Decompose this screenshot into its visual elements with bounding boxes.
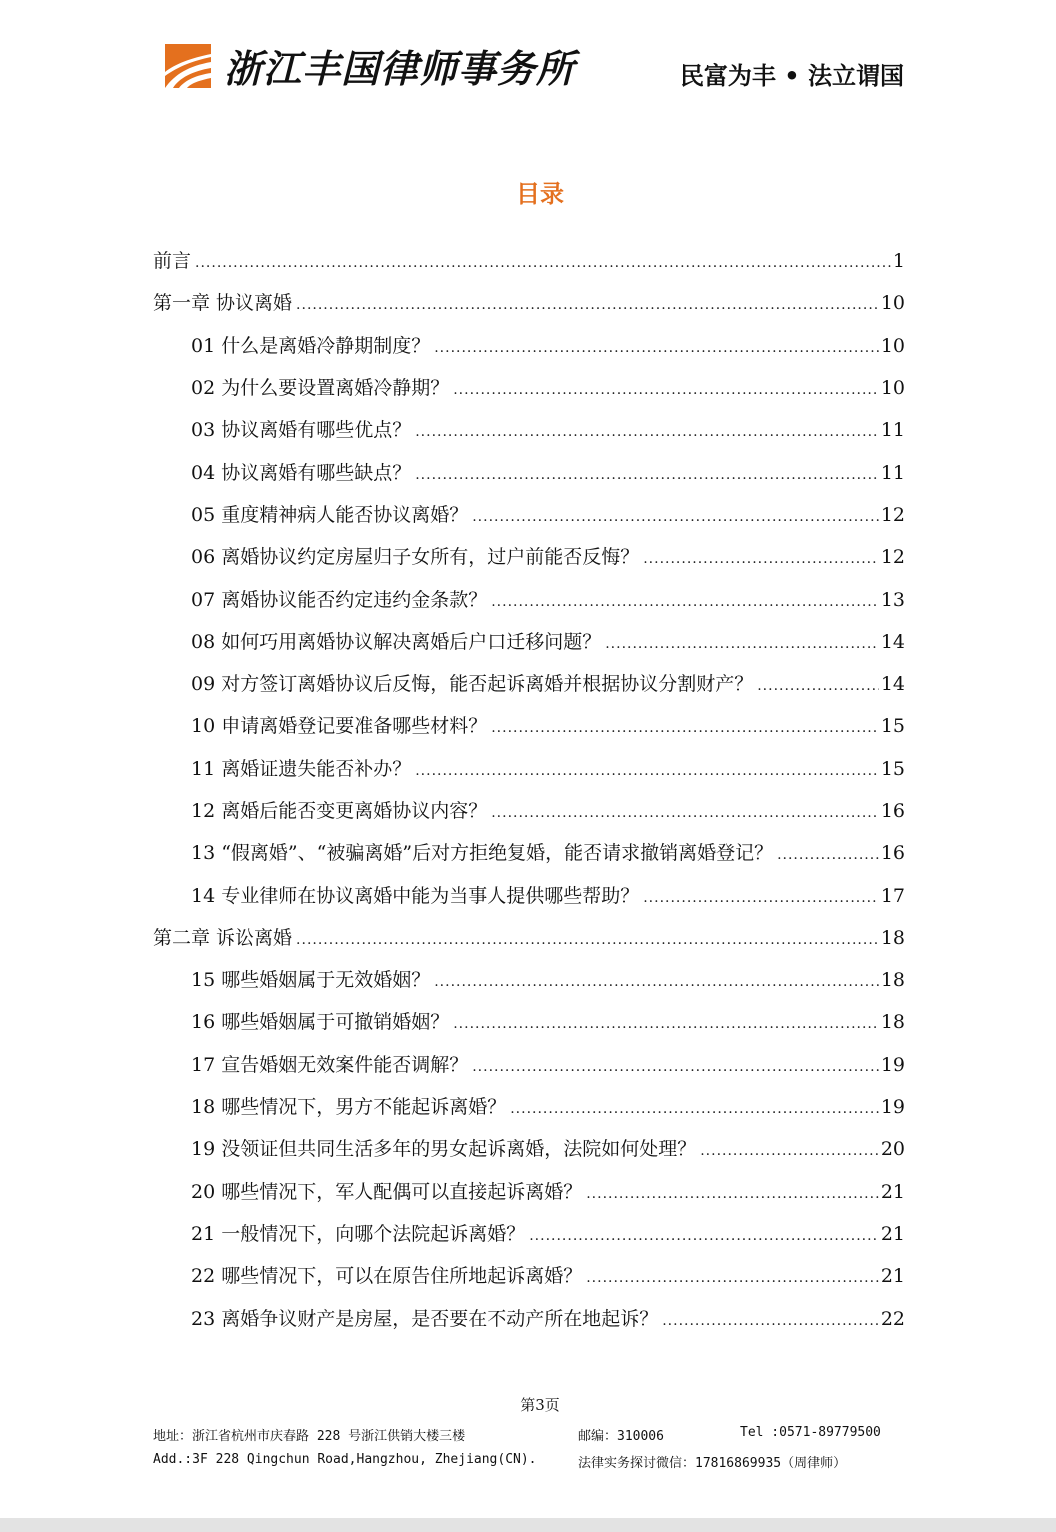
- toc-title: 目录: [516, 180, 564, 208]
- toc-dot-leader: [491, 798, 879, 824]
- toc-dot-leader: [586, 1263, 879, 1289]
- toc-dot-leader: [757, 671, 879, 697]
- table-of-contents: [153, 240, 905, 1340]
- footer-address-en: Add.:3F 228 Qingchun Road,Hangzhou, Zhejiang(CN).: [153, 1452, 537, 1467]
- toc-dot-leader: [453, 375, 879, 401]
- toc-question-entry[interactable]: [153, 874, 905, 916]
- toc-entry-page: 20: [880, 1138, 905, 1161]
- toc-entry-page: 18: [880, 926, 905, 949]
- footer-address-cn: 地址：浙江省杭州市庆春路 228 号浙江供销大楼三楼: [153, 1429, 466, 1444]
- toc-entry-label: 01 什么是离婚冷静期制度？: [191, 334, 431, 357]
- toc-entry-label: 17 宣告婚姻无效案件能否调解？: [191, 1053, 469, 1076]
- toc-dot-leader: [529, 1221, 879, 1247]
- toc-entry-page: 19: [880, 1053, 905, 1076]
- toc-entry-label: 14 专业律师在协议离婚中能为当事人提供哪些帮助？: [191, 884, 640, 907]
- toc-entry-page: 14: [880, 673, 905, 696]
- toc-question-entry[interactable]: [153, 790, 905, 832]
- toc-dot-leader: [643, 544, 879, 570]
- toc-entry-label: 10 申请离婚登记要准备哪些材料？: [191, 715, 488, 738]
- footer-tel: Tel :0571-89779500: [740, 1425, 881, 1440]
- toc-question-entry[interactable]: [153, 409, 905, 451]
- toc-entry-page: 17: [880, 884, 905, 907]
- toc-dot-leader: [643, 883, 879, 909]
- toc-entry-label: 11 离婚证遗失能否补办？: [191, 757, 412, 780]
- toc-dot-leader: [472, 1052, 879, 1078]
- toc-chapter-entry[interactable]: [153, 240, 905, 282]
- toc-dot-leader: [415, 460, 879, 486]
- toc-entry-label: 03 协议离婚有哪些优点？: [191, 419, 412, 442]
- toc-entry-label: 12 离婚后能否变更离婚协议内容？: [191, 800, 488, 822]
- toc-dot-leader: [296, 925, 879, 951]
- toc-entry-page: 10: [880, 377, 905, 400]
- toc-dot-leader: [434, 967, 879, 993]
- toc-dot-leader: [472, 502, 879, 528]
- firm-slogan: 民富为丰 • 法立谓国: [679, 62, 904, 90]
- toc-dot-leader: [605, 629, 879, 655]
- toc-question-entry[interactable]: [153, 536, 905, 578]
- toc-question-entry[interactable]: [153, 663, 905, 705]
- toc-question-entry[interactable]: [153, 1297, 905, 1339]
- toc-dot-leader: [415, 756, 879, 782]
- toc-question-entry[interactable]: [153, 494, 905, 536]
- toc-entry-page: 10: [880, 334, 905, 357]
- toc-entry-label: 23 离婚争议财产是房屋，是否要在不动产所在地起诉？: [191, 1307, 659, 1330]
- toc-question-entry[interactable]: [153, 325, 905, 367]
- firm-name: 浙江丰国律师事务所: [224, 46, 576, 91]
- viewer-bottom-bar: [0, 1518, 1056, 1532]
- toc-entry-page: 15: [880, 715, 905, 738]
- road-logo-icon: [165, 44, 211, 88]
- toc-dot-leader: [491, 713, 879, 739]
- toc-entry-page: 10: [880, 292, 905, 315]
- toc-dot-leader: [777, 840, 879, 866]
- toc-entry-page: 18: [880, 969, 905, 992]
- toc-question-entry[interactable]: [153, 705, 905, 747]
- toc-dot-leader: [453, 1009, 879, 1035]
- toc-chapter-entry[interactable]: [153, 282, 905, 324]
- toc-question-entry[interactable]: [153, 1213, 905, 1255]
- toc-entry-page: 16: [880, 842, 905, 865]
- toc-question-entry[interactable]: [153, 621, 905, 663]
- toc-question-entry[interactable]: [153, 1255, 905, 1297]
- page-number: 第3页: [520, 1396, 560, 1414]
- toc-entry-page: 12: [880, 546, 905, 569]
- toc-dot-leader: [662, 1306, 879, 1332]
- toc-entry-page: 16: [880, 800, 905, 822]
- toc-entry-page: 22: [880, 1307, 905, 1330]
- toc-entry-label: 21 一般情况下，向哪个法院起诉离婚？: [191, 1222, 526, 1245]
- toc-entry-page: 11: [880, 419, 905, 442]
- toc-entry-page: 21: [880, 1222, 905, 1245]
- footer-wechat: 法律实务探讨微信：17816869935（周律师）: [578, 1456, 847, 1471]
- toc-entry-page: 11: [880, 461, 905, 484]
- toc-dot-leader: [415, 417, 879, 443]
- toc-entry-label: 13 “假离婚”、“被骗离婚”后对方拒绝复婚，能否请求撤销离婚登记？: [191, 842, 774, 865]
- toc-chapter-entry[interactable]: [153, 917, 905, 959]
- toc-dot-leader: [700, 1136, 879, 1162]
- toc-question-entry[interactable]: [153, 1171, 905, 1213]
- toc-dot-leader: [434, 333, 879, 359]
- toc-entry-label: 09 对方签订离婚协议后反悔，能否起诉离婚并根据协议分割财产？: [191, 673, 754, 696]
- footer-postcode: 邮编：310006: [578, 1429, 664, 1444]
- toc-question-entry[interactable]: [153, 367, 905, 409]
- toc-dot-leader: [296, 290, 879, 316]
- toc-dot-leader: [586, 1179, 879, 1205]
- toc-question-entry[interactable]: [153, 959, 905, 1001]
- toc-entry-label: 22 哪些情况下，可以在原告住所地起诉离婚？: [191, 1265, 583, 1288]
- toc-question-entry[interactable]: [153, 1128, 905, 1170]
- toc-dot-leader: [195, 248, 891, 274]
- toc-entry-page: 13: [880, 588, 905, 611]
- toc-entry-label: 20 哪些情况下，军人配偶可以直接起诉离婚？: [191, 1180, 583, 1203]
- toc-entry-label: 15 哪些婚姻属于无效婚姻？: [191, 969, 431, 992]
- toc-entry-label: 19 没领证但共同生活多年的男女起诉离婚，法院如何处理？: [191, 1138, 697, 1161]
- toc-entry-label: 05 重度精神病人能否协议离婚？: [191, 503, 469, 526]
- toc-entry-label: 06 离婚协议约定房屋归子女所有，过户前能否反悔？: [191, 546, 640, 569]
- toc-entry-label: 18 哪些情况下，男方不能起诉离婚？: [191, 1096, 507, 1119]
- toc-question-entry[interactable]: [153, 1001, 905, 1043]
- toc-entry-page: 21: [880, 1265, 905, 1288]
- toc-entry-page: 18: [880, 1011, 905, 1034]
- toc-entry-label: 前言: [153, 250, 192, 273]
- toc-entry-label: 02 为什么要设置离婚冷静期？: [191, 377, 450, 400]
- toc-entry-page: 12: [880, 503, 905, 526]
- toc-entry-page: 15: [880, 757, 905, 780]
- toc-question-entry[interactable]: [153, 1086, 905, 1128]
- toc-question-entry[interactable]: [153, 578, 905, 620]
- page-header: [0, 0, 1056, 110]
- toc-entry-label: 07 离婚协议能否约定违约金条款？: [191, 588, 488, 611]
- toc-entry-label: 16 哪些婚姻属于可撤销婚姻？: [191, 1011, 450, 1034]
- toc-question-entry[interactable]: [153, 832, 905, 874]
- toc-entry-label: 第二章 诉讼离婚: [153, 926, 293, 949]
- toc-entry-page: 21: [880, 1180, 905, 1203]
- toc-question-entry[interactable]: [153, 1044, 905, 1086]
- toc-entry-page: 14: [880, 630, 905, 653]
- toc-question-entry[interactable]: [153, 748, 905, 790]
- toc-entry-label: 第一章 协议离婚: [153, 292, 293, 315]
- toc-entry-page: 19: [880, 1096, 905, 1119]
- toc-dot-leader: [510, 1094, 879, 1120]
- toc-question-entry[interactable]: [153, 451, 905, 493]
- toc-entry-page: 1: [892, 250, 905, 273]
- toc-dot-leader: [491, 587, 879, 613]
- toc-entry-label: 08 如何巧用离婚协议解决离婚后户口迁移问题？: [191, 630, 602, 653]
- toc-entry-label: 04 协议离婚有哪些缺点？: [191, 461, 412, 484]
